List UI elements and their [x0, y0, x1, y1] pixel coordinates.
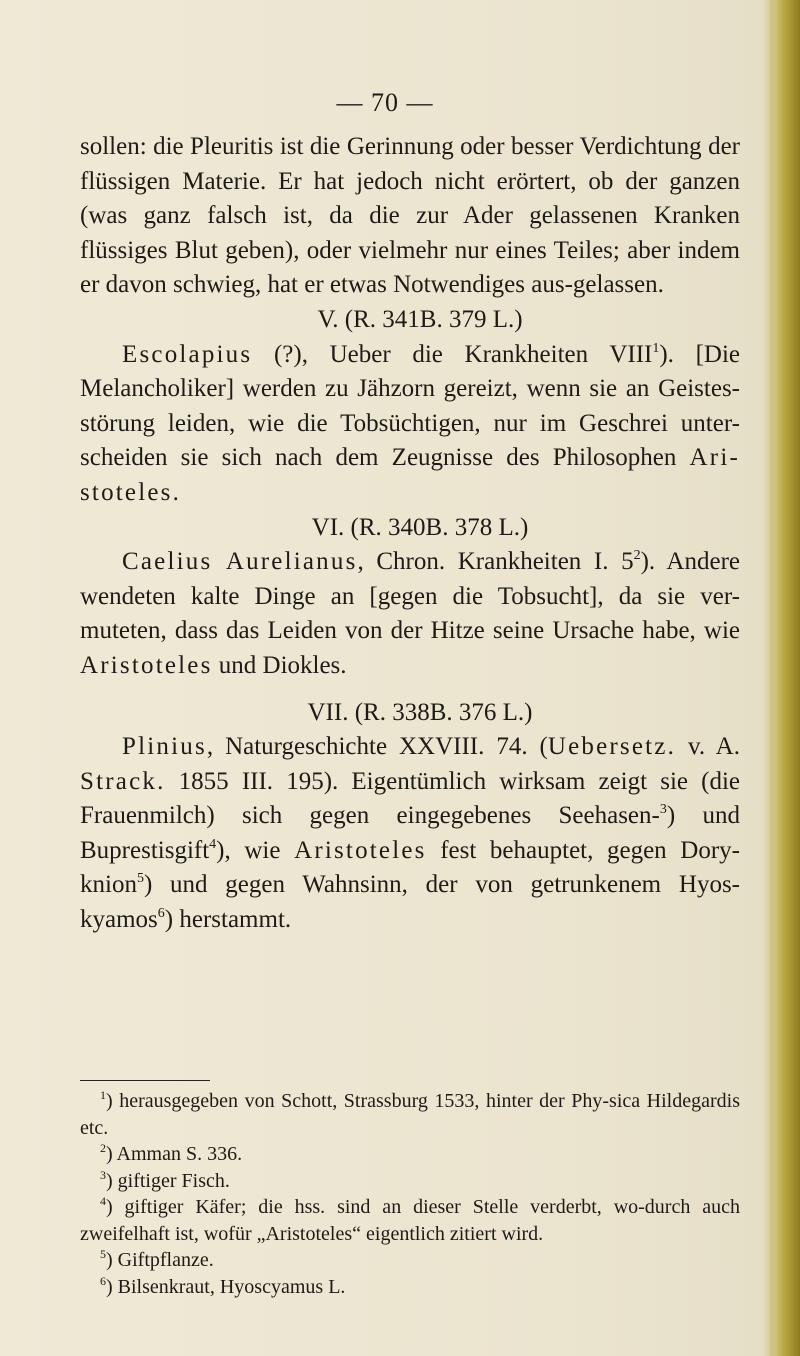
- footnote-ref: 3: [659, 802, 667, 818]
- footnote-1: [80, 1088, 740, 1141]
- footnote-ref: 6: [157, 906, 165, 922]
- author-name: Escolapius: [122, 340, 253, 368]
- spacer: [80, 684, 740, 696]
- footnote-rule: [80, 1080, 210, 1081]
- spaced-word: Strack.: [80, 767, 166, 795]
- footnote-number: 1: [100, 1088, 106, 1102]
- section-heading-vi: VI. (R. 340B. 378 L.): [311, 513, 529, 541]
- section-text: ). Andere wendeten kalte Dinge an [gegen die Tobsucht], da sie ver-muteten, dass das Leiden von der Hitze seine Ursache habe, wie: [80, 548, 740, 645]
- footnote-text: ) giftiger Fisch.: [106, 1169, 230, 1192]
- footnote-number: 5: [100, 1247, 106, 1261]
- section-heading-v: V. (R. 341B. 379 L.): [317, 305, 523, 333]
- author-name: Aristoteles: [294, 836, 427, 864]
- footnote-number: 3: [100, 1167, 106, 1182]
- footnote-ref: 4: [209, 836, 217, 852]
- author-name: Plinius: [122, 733, 207, 761]
- section-text: fest behauptet, gegen Dory-knion: [80, 836, 740, 899]
- section-text: ) und Buprestisgift: [80, 802, 740, 864]
- footnote-text: ) Bilsenkraut, Hyoscyamus L.: [106, 1275, 346, 1298]
- footnote-ref: 2: [633, 548, 641, 564]
- section-text: 1855 III. 195). Eigentümlich wirksam zeigt sie (die Frauenmilch) sich gegen eingegebenes Seehasen-: [80, 767, 740, 830]
- author-name: Ari-stoteles: [80, 444, 740, 506]
- footnote-number: 4: [100, 1194, 106, 1208]
- section-text: , Naturgeschichte XXVIII. 74. (: [206, 733, 548, 761]
- section-text: ) und gegen Wahnsinn, der von getrunkenem Hyos-kyamos: [80, 871, 740, 934]
- footnote-number: 6: [100, 1273, 106, 1288]
- section-text: , Chron. Krankheiten I. 5: [357, 548, 634, 576]
- section-text: (?), Ueber die Krankheiten VIII: [252, 340, 653, 368]
- footnote-text: ) Amman S. 336.: [106, 1143, 243, 1165]
- spaced-word: Uebersetz.: [547, 733, 677, 761]
- footnotes: [80, 1088, 740, 1300]
- footnote-5: [80, 1247, 740, 1274]
- section-text: .: [172, 478, 179, 506]
- section-vi-paragraph: [80, 545, 740, 683]
- section-vii-paragraph: [80, 730, 740, 938]
- section-text: und Diokles.: [212, 651, 347, 679]
- section-text: v. A.: [676, 733, 740, 761]
- section-text: ). [Die Melancholiker] werden zu Jähzorn gereizt, wenn sie an Geistes-störung leiden, wie die Tobsüchtigen, nur im Geschrei unter-scheiden sie sich nach dem Zeugnisse des Philosophen: [80, 340, 741, 472]
- footnote-6: [80, 1274, 740, 1301]
- footnote-4: [80, 1194, 740, 1247]
- main-text: [80, 130, 740, 938]
- page-edge: [762, 0, 800, 1356]
- section-text: ) herstammt.: [164, 906, 292, 934]
- footnote-ref: 5: [136, 871, 144, 887]
- intro-paragraph: sollen: die Pleuritis ist die Gerinnung oder besser Verdichtung der flüssigen Materie. Er hat jedoch nicht erörtert, ob der ganzen (was ganz falsch ist, da die zur Ader gelassenen Kranken flüssiges Blut geben), oder vielmehr nur eines Teiles; aber indem er davon schwieg, hat er etwas Notwendiges aus-gelassen.: [80, 133, 740, 299]
- footnote-3: [80, 1168, 740, 1195]
- footnote-2: [80, 1141, 740, 1168]
- footnote-text: ) Giftpflanze.: [106, 1249, 214, 1271]
- footnote-ref: 1: [652, 340, 660, 356]
- footnote-text: ) herausgegeben von Schott, Strassburg 1533, hinter der Phy-sica Hildegardis etc.: [80, 1090, 740, 1139]
- author-name: Caelius Aurelianus: [122, 548, 358, 576]
- footnote-text: ) giftiger Käfer; die hss. sind an dieser Stelle verderbt, wo-durch auch zweifelhaft ist, wofür „Aristoteles“ eigentlich zitiert wird.: [80, 1196, 740, 1245]
- page-number: — 70 —: [336, 88, 434, 117]
- author-name: Aristoteles: [80, 651, 213, 679]
- section-text: ), wie: [216, 836, 295, 864]
- section-v-paragraph: [80, 338, 740, 511]
- section-heading-vii: VII. (R. 338B. 376 L.): [307, 698, 533, 726]
- footnote-number: 2: [100, 1141, 106, 1155]
